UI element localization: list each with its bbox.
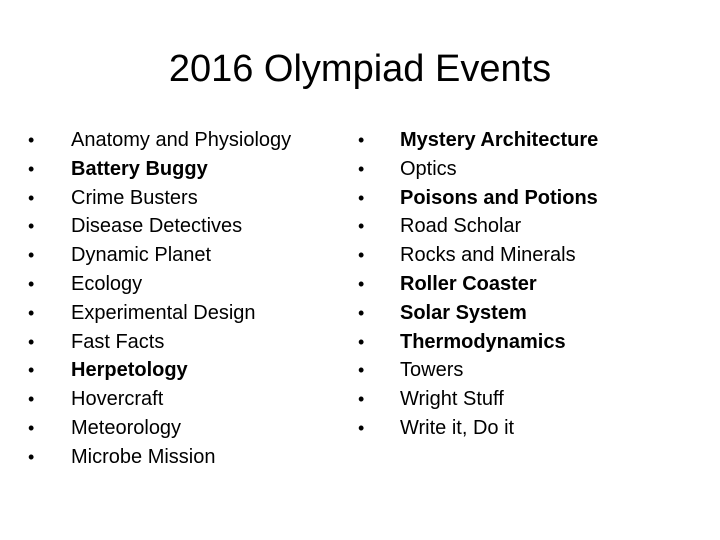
list-item [28,184,348,213]
event-label: Ecology [71,272,143,295]
event-label: Wright Stuff [400,388,504,411]
bullet-icon: • [28,417,35,438]
list-item [358,184,698,213]
event-label: Herpetology [71,359,188,382]
bullet-icon: • [358,216,365,237]
event-label: Disease Detectives [71,215,243,238]
list-item [28,241,348,270]
event-label: Microbe Mission [71,445,216,468]
bullet-icon: • [28,302,35,323]
list-item [28,414,348,443]
bullet-icon: • [358,360,365,381]
event-label: Write it, Do it [400,416,515,439]
list-item [28,155,348,184]
list-item [358,328,698,357]
event-label: Roller Coaster [400,272,537,295]
event-label: Rocks and Minerals [400,244,576,267]
bullet-icon: • [28,389,35,410]
event-label: Optics [400,157,457,180]
event-label: Crime Busters [71,186,198,209]
bullet-icon: • [28,360,35,381]
bullet-icon: • [28,216,35,237]
bullet-icon: • [28,158,35,179]
bullet-icon: • [358,302,365,323]
list-item [358,212,698,241]
bullet-icon: • [358,331,365,352]
list-item [28,443,348,472]
bullet-icon: • [358,158,365,179]
event-label: Meteorology [71,416,182,439]
list-item [28,126,348,155]
list-item [28,385,348,414]
list-item [28,212,348,241]
list-item [28,299,348,328]
list-item [28,328,348,357]
bullet-icon: • [358,417,365,438]
bullet-icon: • [358,245,365,266]
event-label: Thermodynamics [400,330,566,353]
list-item [28,356,348,385]
page-title: 2016 Olympiad Events [168,48,552,90]
list-item [358,126,698,155]
event-label: Towers [400,359,464,382]
right-event-list [358,126,698,443]
bullet-icon: • [358,187,365,208]
event-label: Solar System [400,301,527,324]
left-event-list [28,126,348,472]
list-item [358,241,698,270]
bullet-icon: • [358,130,365,150]
list-item [358,299,698,328]
bullet-icon: • [28,446,35,467]
list-item [358,155,698,184]
bullet-icon: • [28,130,35,150]
list-item [358,270,698,299]
bullet-icon: • [358,273,365,294]
list-item [358,385,698,414]
bullet-icon: • [28,245,35,266]
list-item [358,414,698,443]
event-label: Battery Buggy [71,157,208,180]
bullet-icon: • [358,389,365,410]
bullet-icon: • [28,187,35,208]
event-label: Anatomy and Physiology [71,129,292,151]
event-label: Experimental Design [71,301,256,324]
list-item [358,356,698,385]
event-label: Mystery Architecture [400,129,599,151]
event-label: Dynamic Planet [71,244,212,267]
event-label: Poisons and Potions [400,186,598,209]
bullet-icon: • [28,273,35,294]
list-item [28,270,348,299]
event-label: Hovercraft [71,388,164,411]
bullet-icon: • [28,331,35,352]
event-label: Road Scholar [400,215,522,238]
event-label: Fast Facts [71,330,165,353]
